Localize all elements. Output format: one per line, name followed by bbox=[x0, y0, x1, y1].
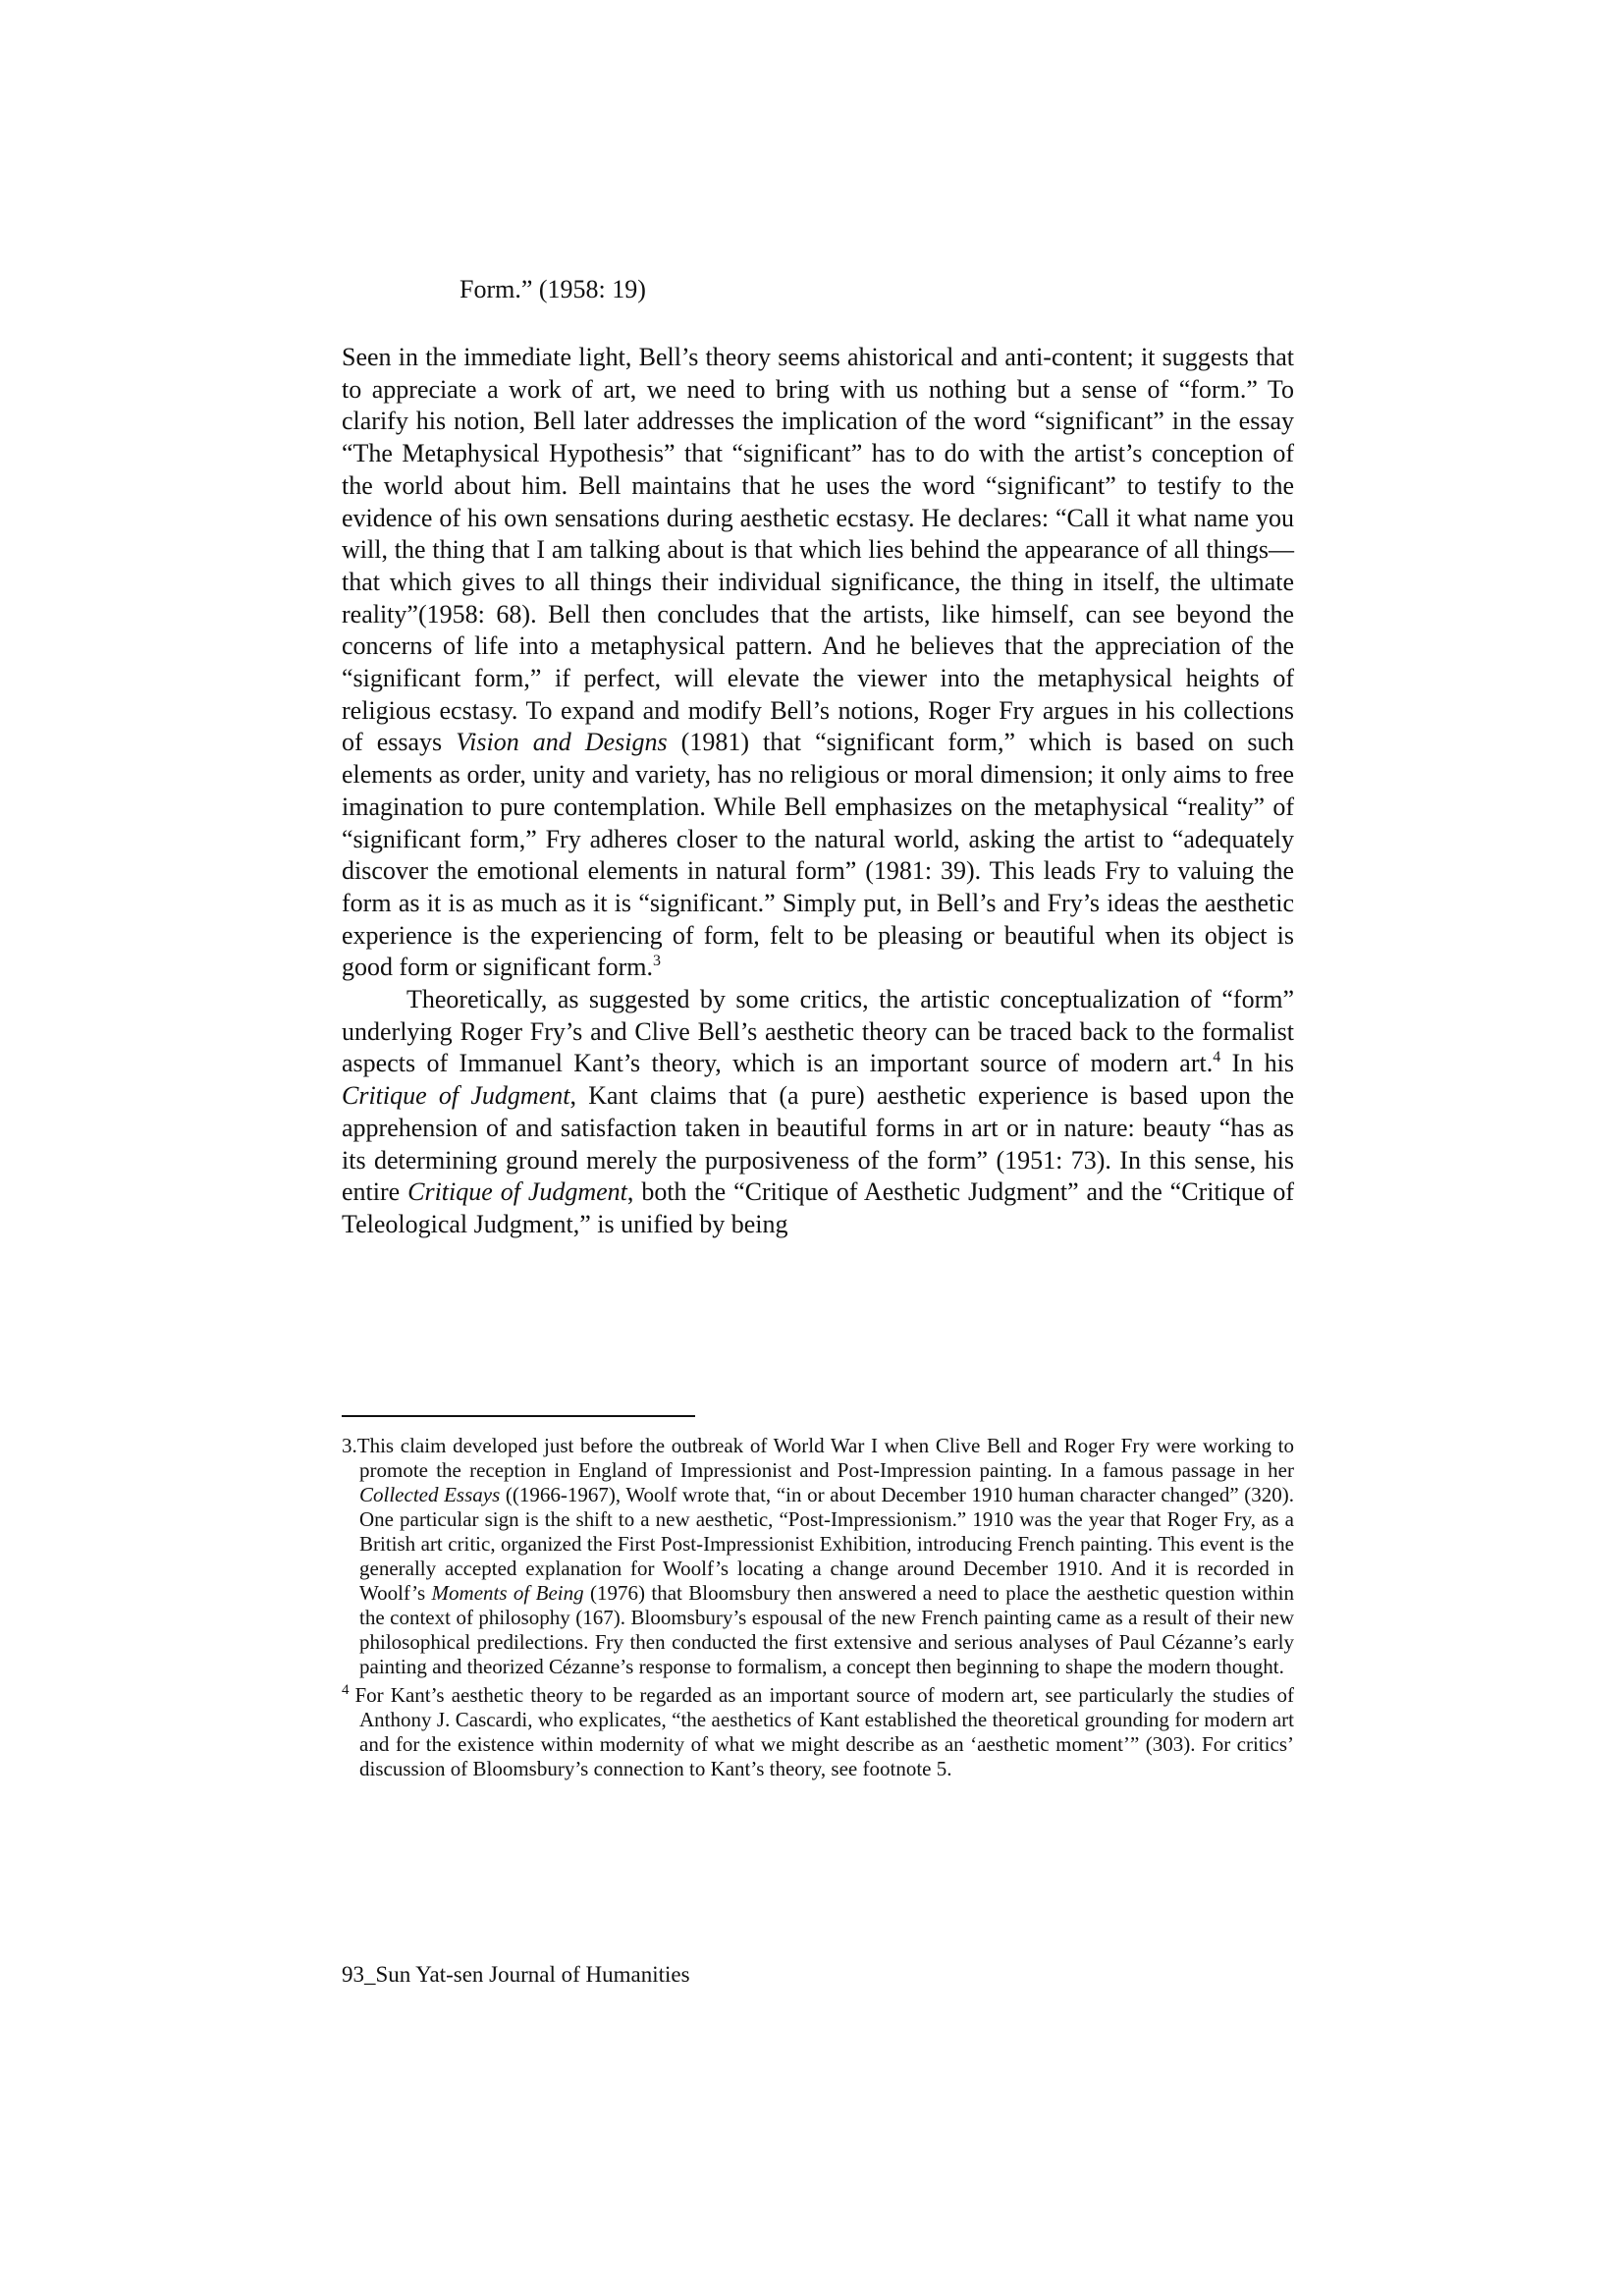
footnote-separator bbox=[342, 1415, 695, 1417]
book-title: Critique of Judgment bbox=[342, 1081, 570, 1111]
body-text bbox=[342, 342, 1294, 1241]
footnote-3 bbox=[342, 1434, 1294, 1679]
book-title: Moments of Being bbox=[431, 1581, 584, 1605]
text-run: (1981) that “significant form,” which is based on such elements as order, unity and variety, has no religious or moral dimension; it only aims to free imagination to pure contemplation. While Bell emphasizes on the metaphysical “reality” of “significant form,” Fry adheres closer to the natural world, asking the artist to “adequately discover the emotional elements in natural form” (1981: 39). This leads Fry to valuing the form as it is as much as it is “significant.” Simply put, in Bell’s and Fry’s ideas the aesthetic experience is the experiencing of form, felt to be pleasing or beautiful when its object is good form or significant form. bbox=[342, 728, 1294, 982]
text-run: 3.This claim developed just before the outbreak of World War I when Clive Bell and Roger Fry were working to promote the reception in England of Impressionist and Post-Impression painting. In a famous passage in her bbox=[342, 1434, 1294, 1482]
footnote-marker: 4 bbox=[342, 1682, 350, 1698]
text-run: ((1966-1967), Woolf wrote that, “in or about December 1910 human character changed” (320). One particular sign is the shift to a new aesthetic, “Post-Impressionism.” 1910 was the year that Roger Fry, as a British art critic, organized the First Post-Impressionist Exhibition, introducing French painting. This event is the generally accepted explanation for Woolf’s locating a change around December 1910. And it is recorded in Woolf’s bbox=[359, 1483, 1295, 1605]
text-run: , Kant claims that (a pure) aesthetic experience is based upon the apprehension of and satisfaction taken in beautiful forms in art or in nature: beauty “has as its determining ground merely the purposiveness of the form” (1951: 73). In this sense, his entire bbox=[342, 1081, 1294, 1207]
page-footer: 93_Sun Yat-sen Journal of Humanities bbox=[342, 1962, 690, 1987]
text-run: (1976) that Bloomsbury then answered a need to place the aesthetic question within the context of philosophy (167). Bloomsbury’s espousal of the new French painting came as a result of their new philosophical predilections. Fry then conducted the first extensive and serious analyses of Paul Cézanne’s early painting and theorized Cézanne’s response to formalism, a concept then beginning to shape the modern thought. bbox=[359, 1581, 1294, 1678]
text-run: , both the “Critique of Aesthetic Judgment” and the “Critique of Teleological Judgment,” is unified by being bbox=[342, 1177, 1294, 1238]
book-title: Vision and Designs bbox=[456, 728, 668, 757]
block-quote-ending: Form.” (1958: 19) bbox=[460, 275, 646, 303]
footnote-reference-3[interactable]: 3 bbox=[653, 953, 661, 970]
book-title: Critique of Judgment bbox=[407, 1177, 627, 1207]
paragraph-kant bbox=[342, 984, 1294, 1241]
paragraph-bell-fry bbox=[342, 342, 1294, 984]
text-run: For Kant’s aesthetic theory to be regarded as an important source of modern art, see particularly the studies of Anthony J. Cascardi, who explicates, “the aesthetics of Kant established the theoretical grounding for modern art and for the existence within modernity of what we might describe as an ‘aesthetic moment’” (303). For critics’ discussion of Bloomsbury’s connection to Kant’s theory, see footnote 5. bbox=[354, 1683, 1294, 1780]
footnotes bbox=[342, 1434, 1294, 1781]
text-run: Theoretically, as suggested by some critics, the artistic conceptualization of “form” underlying Roger Fry’s and Clive Bell’s aesthetic theory can be traced back to the formalist aspects of Immanuel Kant’s theory, which is an important source of modern art. bbox=[342, 985, 1294, 1078]
footnote-reference-4[interactable]: 4 bbox=[1213, 1049, 1221, 1066]
text-run: Seen in the immediate light, Bell’s theory seems ahistorical and anti-content; it suggests that to appreciate a work of art, we need to bring with us nothing but a sense of “form.” To clarify his notion, Bell later addresses the implication of the word “significant” in the essay “The Metaphysical Hypothesis” that “significant” has to do with the artist’s conception of the world about him. Bell maintains that he uses the word “significant” to testify to the evidence of his own sensations during aesthetic ecstasy. He declares: “Call it what name you will, the thing that I am talking about is that which lies behind the appearance of all things—that which gives to all things their individual significance, the thing in itself, the ultimate reality”(1958: 68). Bell then concludes that the artists, like himself, can see beyond the concerns of life into a metaphysical pattern. And he believes that the appreciation of the “significant form,” if perfect, will elevate the viewer into the metaphysical heights of religious ecstasy. To expand and modify Bell’s notions, Roger Fry argues in his collections of essays bbox=[342, 343, 1294, 757]
book-title: Collected Essays bbox=[359, 1483, 501, 1506]
footnote-4 bbox=[342, 1683, 1294, 1781]
text-run: In his bbox=[1220, 1049, 1294, 1078]
